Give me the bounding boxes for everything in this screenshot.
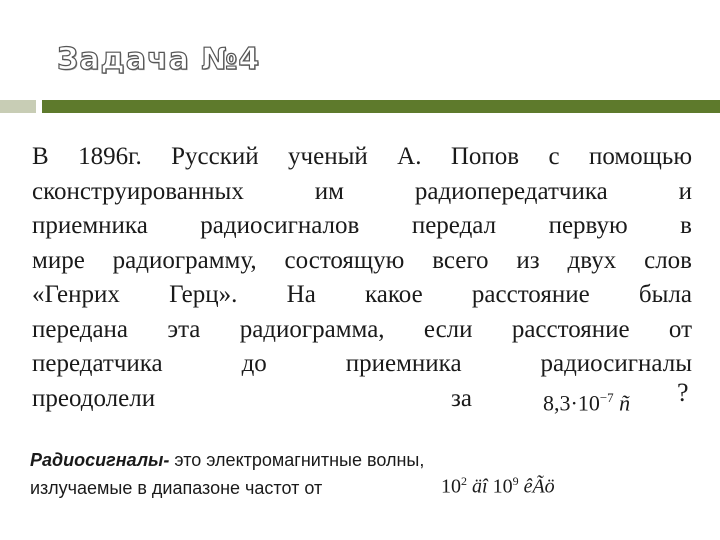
freq-exp2: 9 <box>512 474 519 488</box>
accent-bar <box>42 100 720 113</box>
definition-line2: излучаемые в диапазоне частот от <box>30 478 323 498</box>
definition-rest: это электромагнитные волны, <box>169 450 425 470</box>
frequency-formula <box>441 474 555 499</box>
problem-text <box>32 140 692 416</box>
problem-line: мире радиограмму, состоящую всего из двух слов <box>32 246 692 274</box>
freq-base1: 10 <box>441 475 461 498</box>
freq-base2: 10 <box>492 475 513 498</box>
time-mantissa: 8,3·10 <box>543 390 600 416</box>
problem-line: приемника радиосигналов передал первую в <box>32 212 692 239</box>
time-unit: ñ <box>619 390 631 416</box>
problem-line: сконструированных им радиопередатчика и <box>32 177 692 205</box>
definition-term: Радиосигналы- <box>30 450 170 470</box>
time-formula <box>543 390 630 416</box>
problem-line: передана эта радиограмма, если расстояние от <box>32 315 692 343</box>
slide-title: Задача №4 <box>57 42 261 77</box>
definition-text <box>30 446 690 502</box>
problem-line-last: преодолели за <box>32 384 472 412</box>
problem-line: «Генрих Герц». На какое расстояние была <box>32 281 692 308</box>
accent-bar-left <box>0 100 36 113</box>
time-exponent: −7 <box>599 390 614 405</box>
freq-exp1: 2 <box>461 474 467 488</box>
freq-unit: êÃö <box>523 475 555 498</box>
problem-line: В 1896г. Русский ученый А. Попов с помощью <box>32 143 692 170</box>
question-mark: ? <box>677 378 689 407</box>
freq-word: äî <box>472 475 488 498</box>
problem-line: передатчика до приемника радиосигналы <box>32 350 692 377</box>
